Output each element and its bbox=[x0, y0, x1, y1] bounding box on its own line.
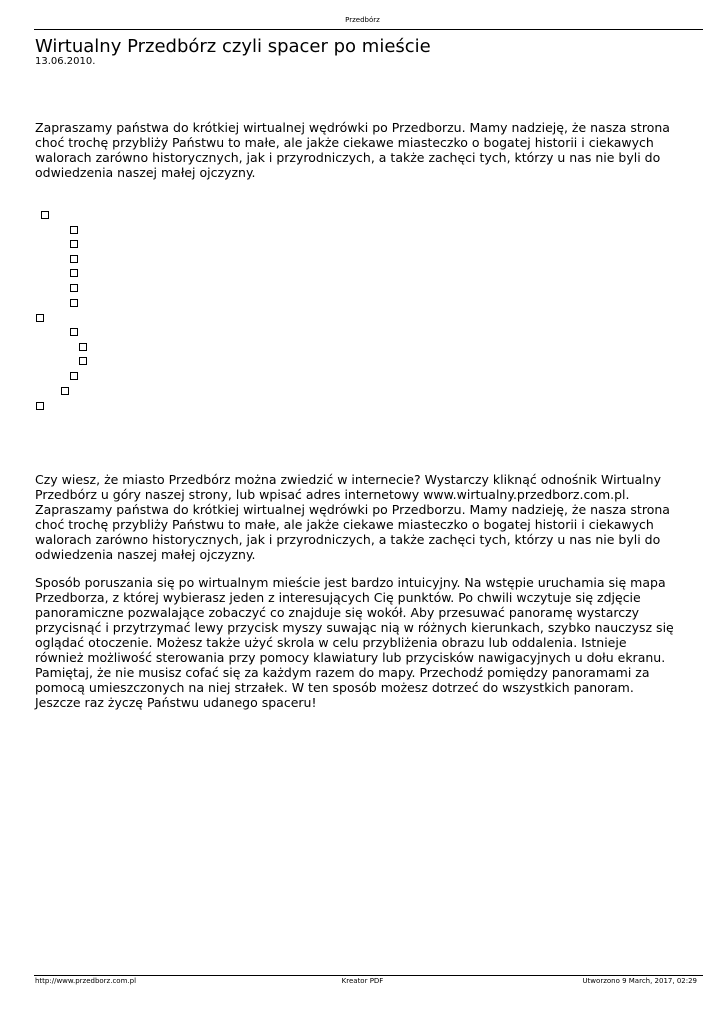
footer-url-link[interactable]: http://www.przedborz.com.pl bbox=[35, 977, 137, 985]
footer-created-date: Utworzono 9 March, 2017, 02:29 bbox=[582, 977, 697, 985]
body-paragraph-2: Czy wiesz, że miasto Przedbórz można zwiedzić w internecie? Wystarczy kliknąć odnośnik Wirtualny Przedbórz u góry naszej strony, lub wpisać adres internetowy www.wirtualny.przedborz.com.pl. Zapraszamy państwa do krótkiej wirtualnej wędrówki po Przedborzu. Mamy nadzieję, że nasza strona choć trochę przybliży Państwu to małe, ale jakże ciekawe miasteczko o bogatej historii i ciekawych walorach zarówno historycznych, jak i przyrodniczych, a także zachęci tych, którzy u nas nie byli do odwiedzenia naszej małej ojczyzny. bbox=[35, 472, 670, 562]
publish-date: 13.06.2010. bbox=[35, 56, 96, 67]
placeholder-box bbox=[70, 269, 78, 277]
placeholder-box bbox=[70, 299, 78, 307]
placeholder-box bbox=[79, 357, 87, 365]
page-title: Wirtualny Przedbórz czyli spacer po mieście bbox=[35, 36, 431, 57]
placeholder-box bbox=[61, 387, 69, 395]
placeholder-box bbox=[36, 314, 44, 322]
placeholder-box bbox=[70, 372, 78, 380]
placeholder-box bbox=[70, 328, 78, 336]
placeholder-box bbox=[36, 402, 44, 410]
placeholder-box bbox=[70, 240, 78, 248]
footer-divider bbox=[34, 975, 703, 976]
placeholder-box bbox=[79, 343, 87, 351]
intro-paragraph: Zapraszamy państwa do krótkiej wirtualnej wędrówki po Przedborzu. Mamy nadzieję, że nasza strona choć trochę przybliży Państwu to małe, ale jakże ciekawe miasteczko o bogatej historii i ciekawych walorach zarówno historycznych, jak i przyrodniczych, a także zachęci tych, którzy u nas nie byli do odwiedzenia naszej małej ojczyzny. bbox=[35, 120, 670, 180]
placeholder-box bbox=[70, 255, 78, 263]
placeholder-box bbox=[41, 211, 49, 219]
placeholder-box bbox=[70, 226, 78, 234]
body-paragraph-3: Sposób poruszania się po wirtualnym mieście jest bardzo intuicyjny. Na wstępie uruchamia się mapa Przedborza, z której wybierasz jeden z interesujących Cię punktów. Po chwili wczytuje się zdjęcie panoramiczne pozwalające zobaczyć co znajduje się wokół. Aby przesuwać panoramę wystarczy przycisnąć i przytrzymać lewy przycisk myszy suwając nią w różnych kierunkach, szybko nauczysz się oglądać otoczenie. Możesz także użyć skrola w celu przybliżenia obrazu lub oddalenia. Istnieje również możliwość sterowania przy pomocy klawiatury lub przycisków nawigacyjnych u dołu ekranu. Pamiętaj, że nie musisz cofać się za każdym razem do mapy. Przechodź pomiędzy panoramami za pomocą umieszczonych na niej strzałek. W ten sposób możesz dotrzeć do wszystkich panoram. Jeszcze raz życzę Państwu udanego spaceru! bbox=[35, 575, 674, 710]
page-header-site-name: Przedbórz bbox=[345, 16, 380, 24]
header-divider bbox=[34, 29, 703, 30]
placeholder-box bbox=[70, 284, 78, 292]
footer-generator: Kreator PDF bbox=[341, 977, 384, 985]
